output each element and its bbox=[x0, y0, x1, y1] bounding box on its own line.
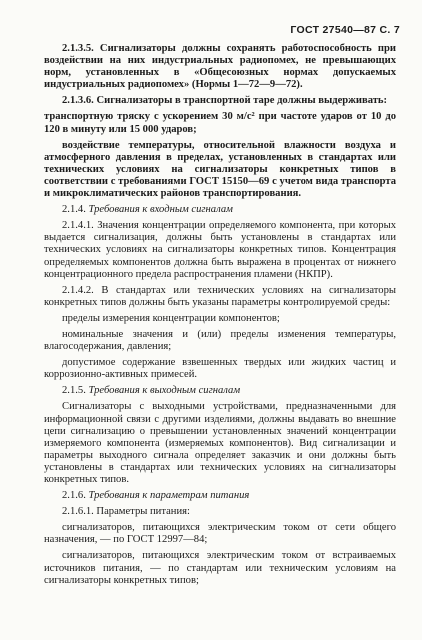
list-item-ranges: пределы измерения концентрации компонентов; bbox=[62, 312, 280, 324]
paragraph-2-1-4-1: 2.1.4.1. Значения концентрации определяемого компонента, при которых выдается сигнализация, должны быть установлены в стандартах или технических условиях на сигнализаторы конкретных типов. Концентрация определяемых компонентов должна быть выражена в процентах от нижнего концентрационного предела распространения пламени (НКПР). bbox=[44, 220, 396, 280]
paragraph-output-devices: Сигнализаторы с выходными устройствами, предназначенными для информационной связи с другими изделиями, должны выдавать во внешние цепи сигнализацию о превышении установленных значений концентрации измеряемого компонента (измеряемых компонентов). Вид сигнализации и параметры выходного сигнала определяет заказчик и они должны быть установлены в стандартах или технических условиях на сигнализаторы конкретных типов. bbox=[44, 401, 396, 485]
section-title: Требования к выходным сигналам bbox=[88, 385, 241, 397]
clause-number: 2.1.5. bbox=[62, 385, 86, 397]
clause-number: 2.1.3.6. bbox=[62, 95, 94, 107]
section-title: Требования к входным сигналам bbox=[88, 204, 233, 216]
paragraph-2-1-3-5 bbox=[44, 43, 396, 91]
section-title: Требования к параметрам питания bbox=[88, 490, 250, 502]
document-body bbox=[44, 43, 396, 587]
paragraph-text: Сигнализаторы должны сохранять работоспособность при воздействии на них индустриальных радиопомех, не превышающих норм, установленных в «Общесоюзных нормах допускаемых индустриальных радиопомех» (Нормы 1—72—9—72). bbox=[44, 43, 396, 91]
section-2-1-5-heading bbox=[44, 385, 396, 397]
page-header: ГОСТ 27540—87 С. 7 bbox=[290, 24, 400, 36]
paragraph-environment: воздействие температуры, относительной влажности воздуха и атмосферного давления в пределах, установленных в стандартах или технических условиях на сигнализаторы конкретных типов в соответствии с требованиями ГОСТ 15150—69 с учетом вида транспорта и микроклиматических районов транспортирования. bbox=[44, 139, 396, 200]
clause-number: 2.1.4. bbox=[62, 204, 86, 216]
list-item-nominal-values: номинальные значения и (или) пределы изменения температуры, влагосодержания, давления; bbox=[44, 328, 396, 353]
paragraph-2-1-6-1: 2.1.6.1. Параметры питания: bbox=[62, 506, 190, 518]
list-item-builtin-power: сигнализаторов, питающихся электрическим током от встраиваемых источников питания, — по стандартам или техническим условиям на сигнализаторы конкретных типов; bbox=[44, 550, 396, 586]
paragraph-2-1-3-6 bbox=[44, 95, 396, 107]
list-item-mains-power: сигнализаторов, питающихся электрическим током от сети общего назначения, — по ГОСТ 12997—84; bbox=[44, 522, 396, 546]
section-2-1-6-heading bbox=[44, 490, 396, 502]
paragraph-2-1-4-2: 2.1.4.2. В стандартах или технических условиях на сигнализаторы конкретных типов должны быть указаны параметры контролируемой среды: bbox=[44, 284, 396, 308]
list-item-particles: допустимое содержание взвешенных твердых или жидких частиц и коррозионно-активных примесей. bbox=[44, 357, 396, 381]
paragraph-text: Сигнализаторы в транспортной таре должны выдерживать: bbox=[96, 95, 388, 107]
paragraph-transport-shaking: транспортную тряску с ускорением 30 м/с² при частоте ударов от 10 до 120 в минуту или 15 000 ударов; bbox=[44, 111, 396, 135]
clause-number: 2.1.3.5. bbox=[62, 43, 94, 54]
section-2-1-4-heading bbox=[44, 204, 396, 216]
clause-number: 2.1.6. bbox=[62, 490, 86, 502]
